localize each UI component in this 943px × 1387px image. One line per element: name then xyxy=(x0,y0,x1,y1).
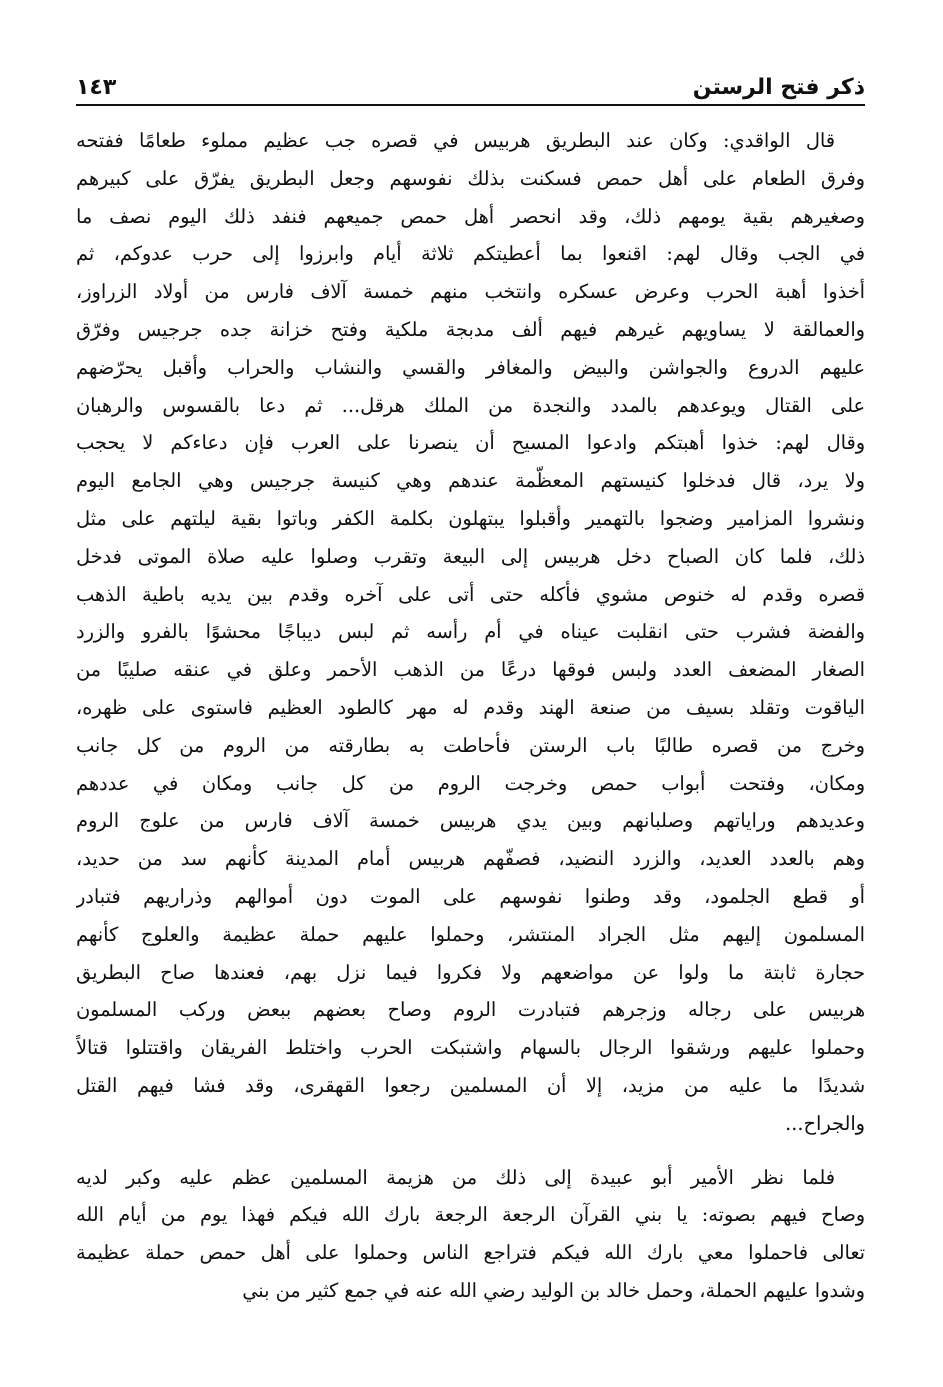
text-line: قصره وقدم له خنوص مشوي فأكله حتى أتى على آخره وقدم بين يديه باطية الذهب xyxy=(76,582,865,606)
text-line: وخرج من قصره طالبًا باب الرستن فأحاطت به بطارقته من الروم من كل جانب xyxy=(76,733,865,757)
text-line: وشدوا عليهم الحملة، وحمل خالد بن الوليد رضي الله عنه في جمع كثير من بني xyxy=(242,1278,865,1302)
text-line: تعالى فاحملوا معي بارك الله فيكم فتراجع الناس وحملوا على أهل حمص حملة عظيمة xyxy=(76,1241,865,1265)
text-line: أخذوا أهبة الحرب وعرض عسكره وانتخب منهم خمسة آلاف فارس من أولاد الزراوز، xyxy=(76,280,865,304)
text-line: عليهم الدروع والجواشن والبيض والمغافر والقسي والنشاب والحراب وأقبل يحرّضهم xyxy=(76,355,865,379)
text-line: ونشروا المزامير وضجوا بالتهمير وأقبلوا يبتهلون بكلمة الكفر وباتوا بقية ليلتهم على مثل xyxy=(76,506,865,530)
text-line: وحملوا عليهم ورشقوا الرجال بالسهام واشتبكت الحرب واختلط الفريقان واقتتلوا قتالاً xyxy=(76,1036,865,1060)
running-title: ذكر فتح الرستن xyxy=(692,75,865,100)
text-line: ومكان، وفتحت أبواب حمص وخرجت الروم من كل جانب ومكان في عددهم xyxy=(76,771,865,795)
running-header xyxy=(76,68,865,106)
text-line: وقال لهم: خذوا أهبتكم وادعوا المسيح أن ينصرنا على العرب فإن دعاءكم لا يحجب xyxy=(76,431,865,455)
text-line: والجراح... xyxy=(785,1111,865,1135)
text-line: شديدًا ما عليه من مزيد، إلا أن المسلمين رجعوا القهقرى، وقد فشا فيهم القتل xyxy=(76,1073,865,1097)
text-line: أو قطع الجلمود، وقد وطنوا نفوسهم على الموت دون أموالهم وذراريهم فتبادر xyxy=(76,884,865,908)
text-line: هربيس على رجاله وزجرهم فتبادرت الروم وصاح بعضهم ببعض وركب المسلمون xyxy=(76,998,865,1022)
paragraph-2 xyxy=(76,1159,865,1310)
text-line: قال الواقدي: وكان عند البطريق هربيس في قصره جب عظيم مملوء طعامًا ففتحه xyxy=(76,129,835,152)
text-line: ولا يرد، قال فدخلوا كنيستهم المعظّمة عندهم وهي كنيسة جرجيس وهي الجامع اليوم xyxy=(76,469,865,493)
text-line: حجارة ثابتة ما ولوا عن مواضعهم ولا فكروا فيما نزل بهم، فعندها صاح البطريق xyxy=(76,960,865,984)
text-line: والعمالقة لا يساويهم غيرهم فيهم ألف مدبجة ملكية وفتح خزانة جده جرجيس وفرّق xyxy=(76,317,865,341)
text-line: ذلك، فلما كان الصباح دخل هربيس إلى البيعة وتقرب وصلوا عليه صلاة الموتى فدخل xyxy=(76,544,865,568)
text-line: الياقوت وتقلد بسيف من صنعة الهند وقدم له مهر كالطود العظيم فاستوى على ظهره، xyxy=(76,695,865,719)
text-line: الصغار المضعف العدد ولبس فوقها درعًا من الذهب الأحمر وعلق في عنقه صليبًا من xyxy=(76,658,865,682)
text-line: وصغيرهم بقية يومهم ذلك، وقد انحصر أهل حمص جميعهم فنفد ذلك اليوم نصف ما xyxy=(76,204,865,228)
text-line: على القتال ويوعدهم بالمدد والنجدة من الملك هرقل... ثم دعا بالقسوس والرهبان xyxy=(76,393,865,417)
text-line: وعديدهم وراياتهم وصلبانهم وبين يدي هربيس خمسة آلاف فارس من علوج الروم xyxy=(76,809,865,833)
text-line: المسلمون إليهم مثل الجراد المنتشر، وحملوا عليهم حملة عظيمة والعلوج كأنهم xyxy=(76,922,865,946)
text-line: والفضة فشرب حتى انقلبت عيناه في أم رأسه ثم لبس ديباجًا محشوًا بالفرو والزرد xyxy=(76,620,865,644)
text-line: فلما نظر الأمير أبو عبيدة إلى ذلك من هزيمة المسلمين عظم عليه وكبر لديه xyxy=(76,1165,835,1189)
paragraph-1 xyxy=(76,122,865,1143)
page-number: ١٤٣ xyxy=(76,75,117,100)
text-line: وصاح فيهم بصوته: يا بني القرآن الرجعة الرجعة بارك الله فيكم فهذا يوم من أيام الله xyxy=(76,1203,865,1227)
body-text xyxy=(76,122,865,1310)
text-line: في الجب وقال لهم: اقنعوا بما أعطيتكم ثلاثة أيام وابرزوا إلى حرب عدوكم، ثم xyxy=(76,242,865,266)
text-line: وهم بالعدد العديد، والزرد النضيد، فصفّهم هربيس أمام المدينة كأنهم سد من حديد، xyxy=(76,847,865,871)
text-line: وفرق الطعام على أهل حمص فسكنت بذلك نفوسهم وجعل البطريق يفرّق على كبيرهم xyxy=(76,166,865,190)
